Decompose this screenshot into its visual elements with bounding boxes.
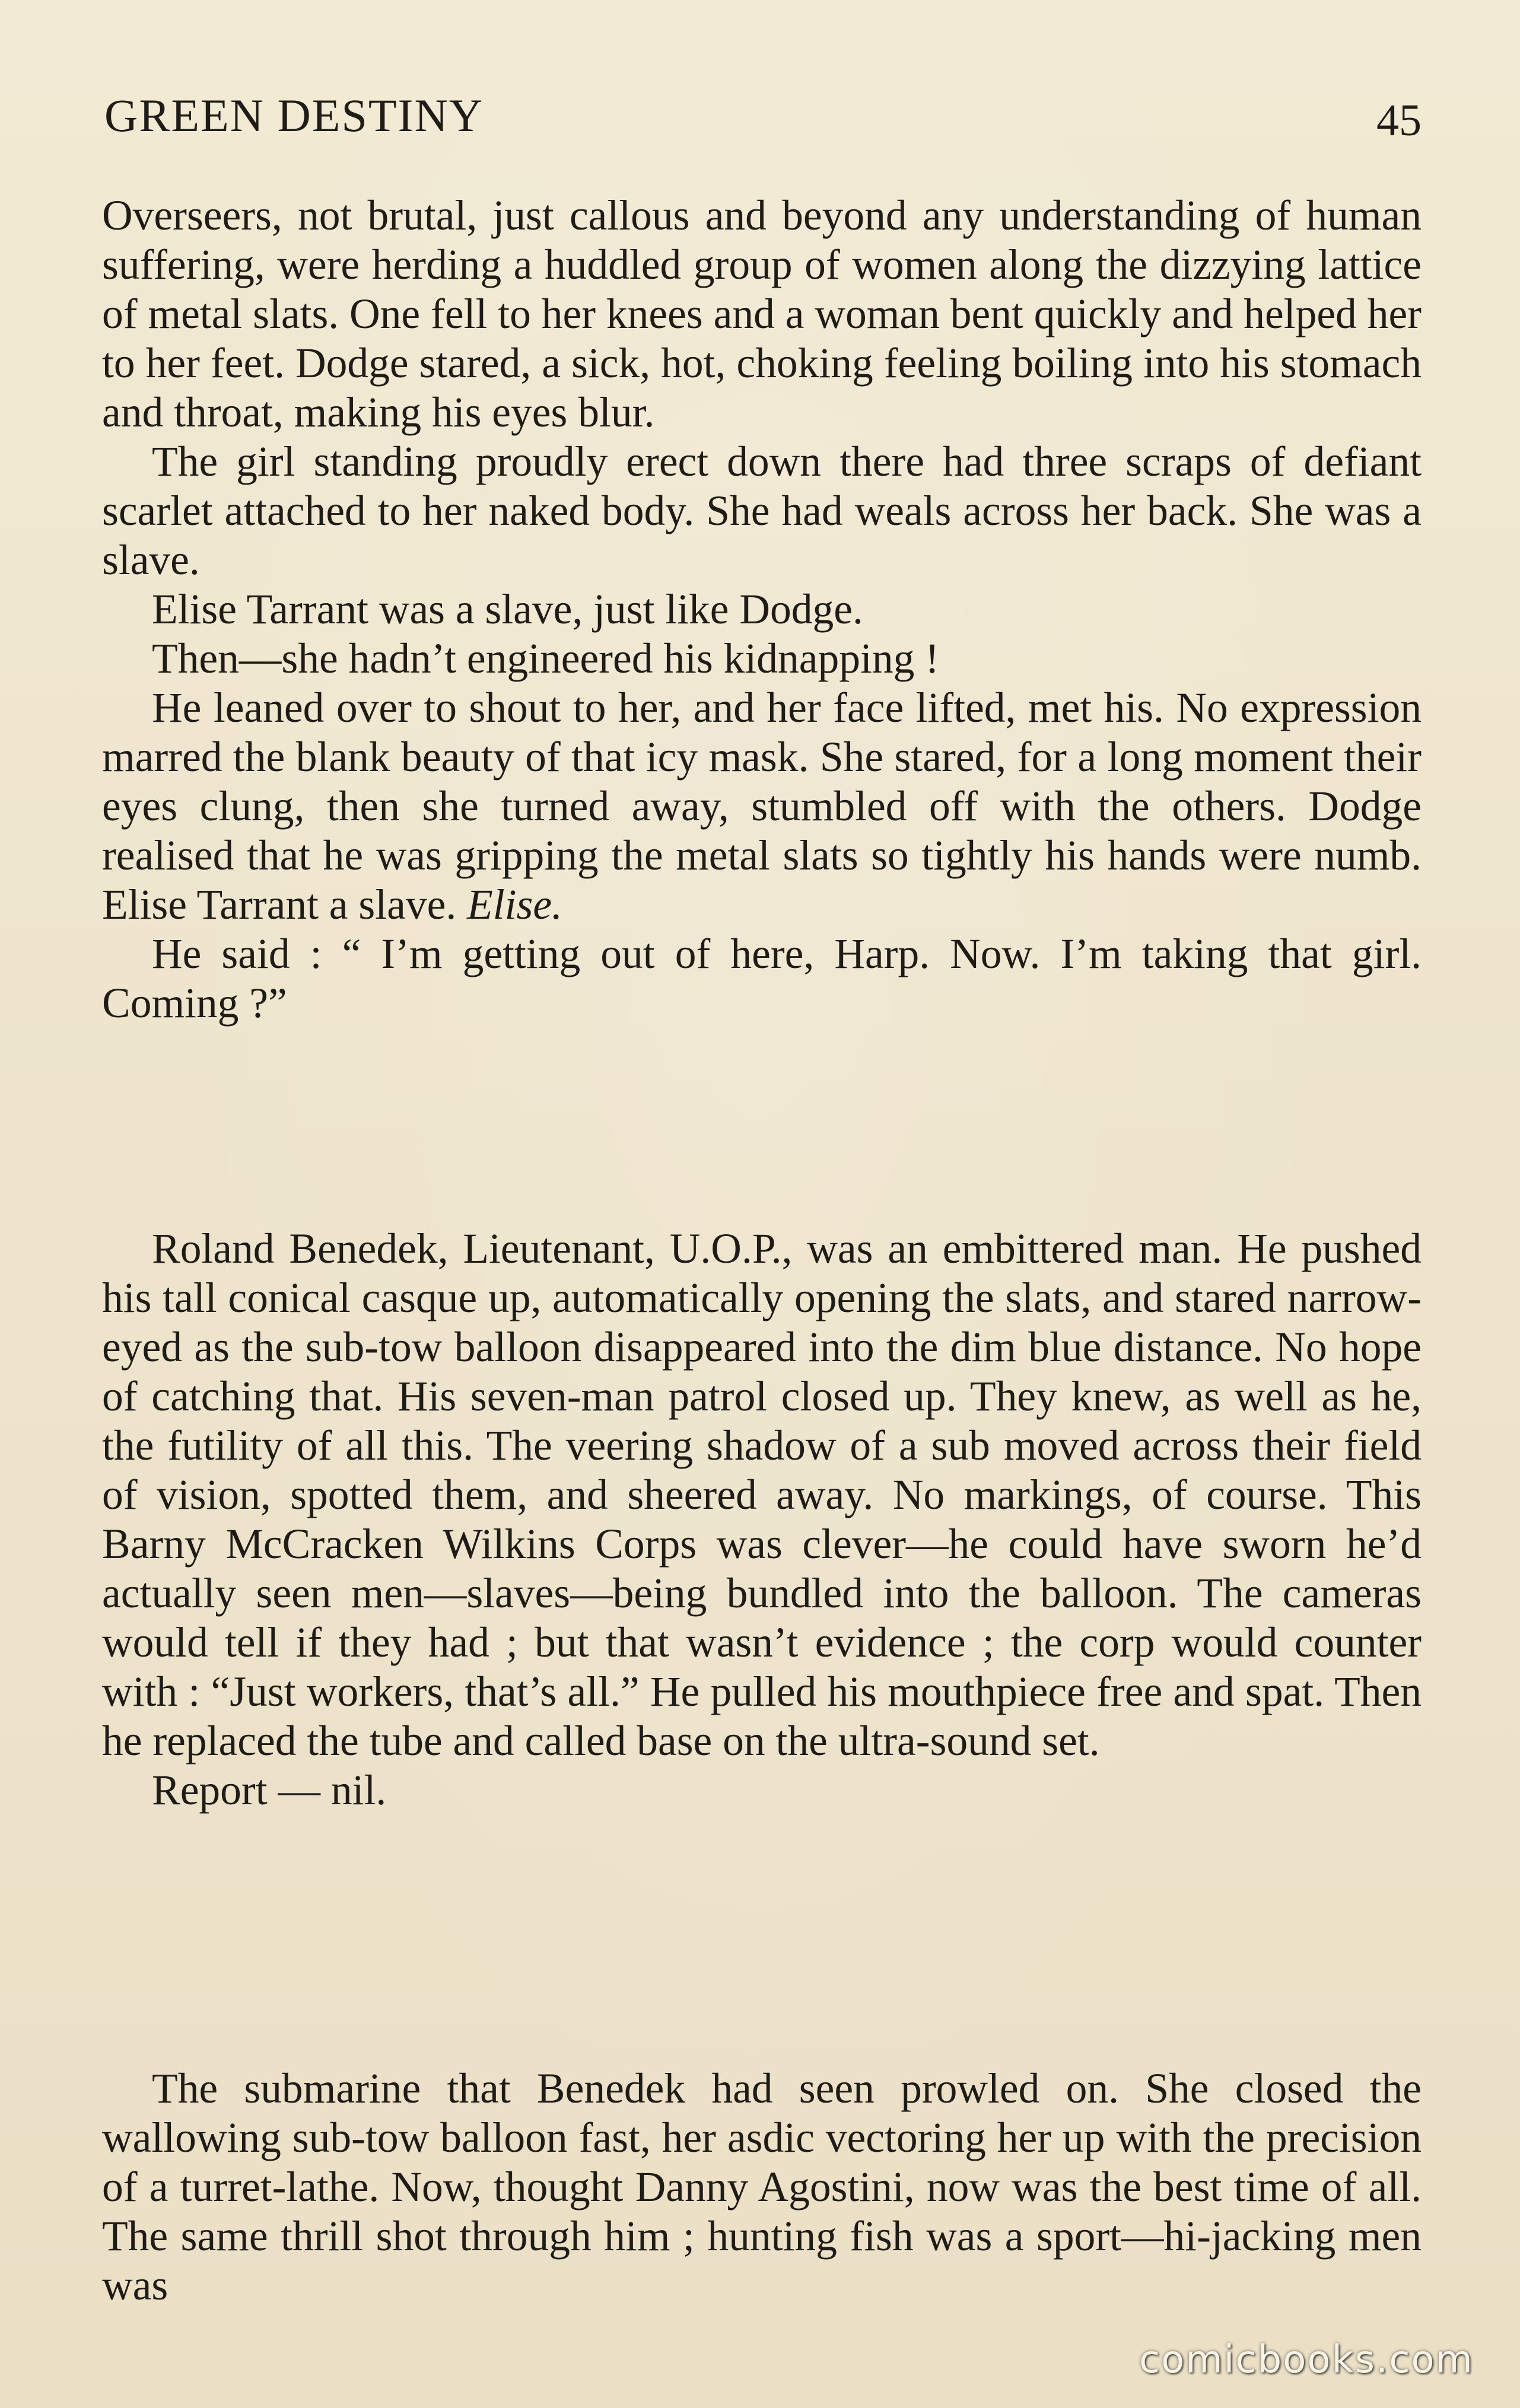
watermark: comicbooks.com [1139,2338,1474,2382]
paragraph: Elise Tarrant was a slave, just like Dodge. [152,586,863,633]
paragraph: The submarine that Benedek had seen prowled on. She closed the wallowing sub-tow balloon fast, her asdic vectoring her up with the precision of a turret-lathe. Now, thought Danny Agostini, now was the best time of all. The same thrill shot through him ; hunting fish was a sport—hi-jacking men was [102,2065,1422,2309]
paragraph: Then—she hadn’t engineered his kidnapping ! [152,635,940,682]
italic-word: Elise. [467,881,562,928]
paragraph-text: He leaned over to shout to her, and her face lifted, met his. No expression marred the blank beauty of that icy mask. She stared, for a long moment their eyes clung, then she turned away, stumbled off with the others. Dodge realised that he was gripping the metal slats so tightly his hands were numb. Elise Tarrant a slave. [102,684,1422,928]
paragraph [102,683,1422,929]
page-number: 45 [1376,95,1422,145]
paragraph: The girl standing proudly erect down there had three scraps of defiant scarlet attached to her naked body. She had weals across her back. She was a slave. [102,438,1422,584]
running-head: GREEN DESTINY [104,90,484,141]
paragraph: Report — nil. [152,1767,387,1814]
paragraph: He said : “ I’m getting out of here, Harp. Now. I’m taking that girl. Coming ?” [102,931,1422,1027]
text-section-1 [102,191,1422,1028]
paragraph: Roland Benedek, Lieutenant, U.O.P., was an embittered man. He pushed his tall conical casque up, automatically opening the slats, and stared narrow-eyed as the sub-tow balloon disappeared into the dim blue distance. No hope of catching that. His seven-man patrol closed up. They knew, as well as he, the futility of all this. The veering shadow of a sub moved across their field of vision, spotted them, and sheered away. No markings, of course. This Barny McCracken Wilkins Corps was clever—he could have sworn he’d actually seen men—slaves—being bundled into the balloon. The cameras would tell if they had ; but that wasn’t evidence ; the corp would counter with : “Just workers, that’s all.” He pulled his mouthpiece free and spat. Then he replaced the tube and called base on the ultra-sound set. [102,1225,1422,1764]
text-section-3 [102,2064,1422,2310]
text-section-2 [102,1224,1422,1815]
paragraph: Overseers, not brutal, just callous and beyond any understanding of human suffering, were herding a huddled group of women along the dizzying lattice of metal slats. One fell to her knees and a woman bent quickly and helped her to her feet. Dodge stared, a sick, hot, choking feeling boiling into his stomach and throat, making his eyes blur. [102,192,1422,436]
